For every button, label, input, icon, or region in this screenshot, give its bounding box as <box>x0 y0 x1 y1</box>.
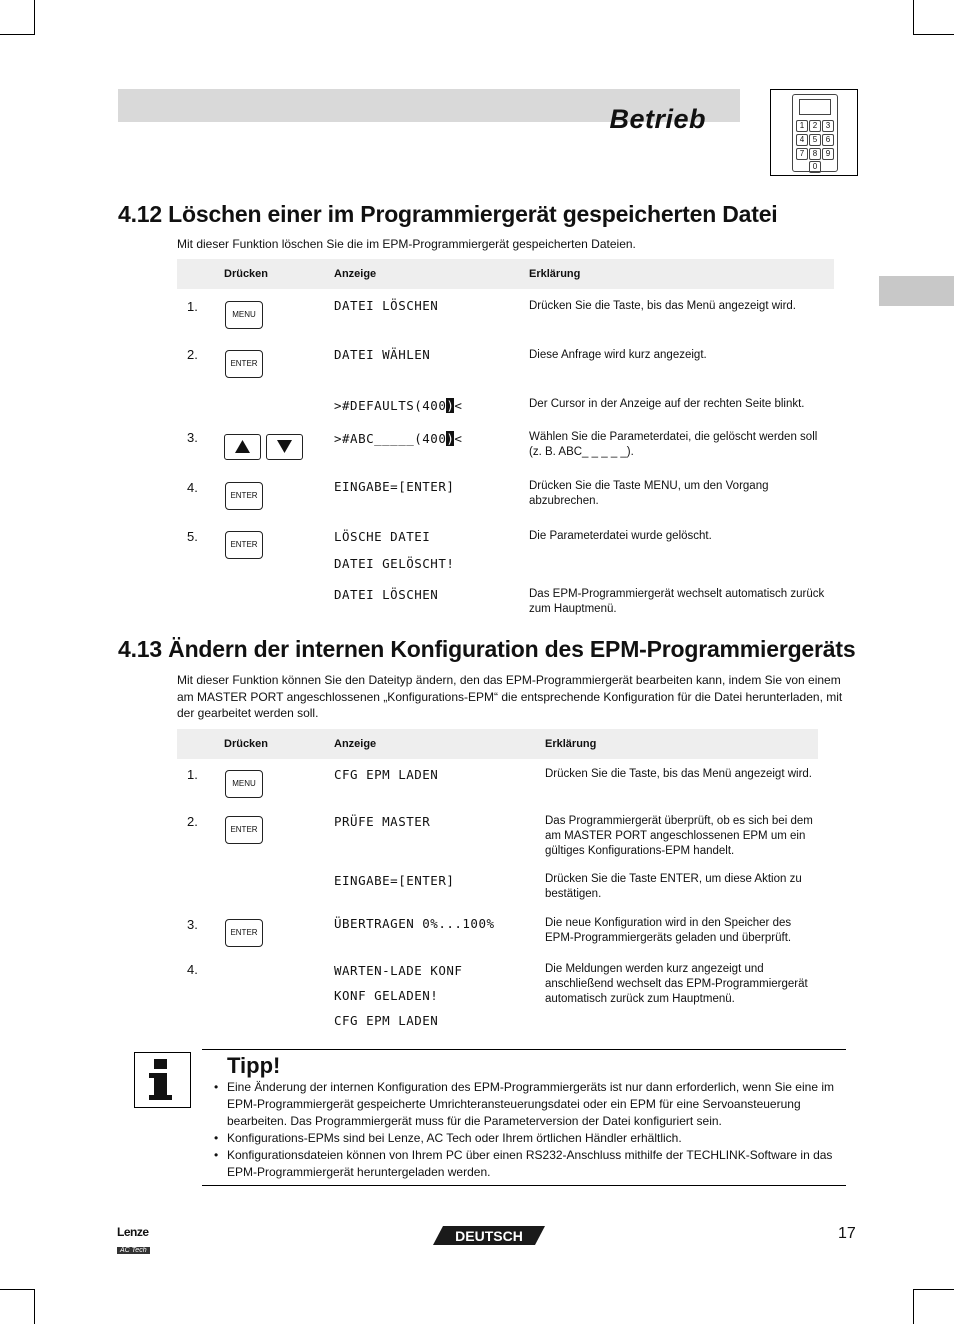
display-text: CFG EPM LADEN <box>334 767 439 782</box>
explanation-text: Drücken Sie die Taste MENU, um den Vorgang abzubrechen. <box>529 480 769 507</box>
section-heading-4-12: 4.12 Löschen einer im Programmiergerät gespeicherten Datei <box>118 201 778 227</box>
column-header-press: Drücken <box>224 268 269 280</box>
display-text: EINGABE=[ENTER] <box>334 479 455 494</box>
explanation-text: Die Parameterdatei wurde gelöscht. <box>529 530 712 542</box>
crop-mark <box>913 1289 914 1324</box>
tip-list <box>214 1079 844 1181</box>
language-label: DEUTSCH <box>455 1228 523 1244</box>
column-header-press: Drücken <box>224 738 269 750</box>
blinking-cursor: ) <box>446 398 455 413</box>
crop-mark <box>34 0 35 35</box>
keypad-key: 3 <box>822 120 834 132</box>
info-icon <box>134 1052 191 1108</box>
step-number: 5. <box>187 529 198 544</box>
explanation-text: Der Cursor in der Anzeige auf der rechten Seite blinkt. <box>529 398 805 410</box>
arrow-down-icon <box>276 439 293 454</box>
step-number: 2. <box>187 814 198 829</box>
keypad-key: 4 <box>796 134 808 146</box>
display-text: WARTEN-LADE KONF <box>334 963 463 978</box>
enter-key-button: ENTER <box>225 482 263 510</box>
keypad-screen <box>799 99 831 115</box>
crop-mark <box>913 0 914 35</box>
keypad-key: 7 <box>796 148 808 160</box>
section-intro: Mit dieser Funktion können Sie den Dateityp ändern, den das EPM-Programmiergerät bearbeiten kann, indem Sie von einem am MASTER PORT angeschlossenen „Konfigurations-EPM“ die entsprechende Konfiguration für die Datei herunterladen, mit der gearbeitet werden soll. <box>177 673 843 720</box>
column-header-display: Anzeige <box>334 268 377 280</box>
enter-key-button: ENTER <box>225 350 263 378</box>
explanation-text: Drücken Sie die Taste ENTER, um diese Aktion zu bestätigen. <box>545 873 802 900</box>
display-text: DATEI LÖSCHEN <box>334 587 439 602</box>
display-text: PRÜFE MASTER <box>334 814 431 829</box>
arrow-up-icon <box>234 439 251 454</box>
section-heading-4-13: 4.13 Ändern der internen Konfiguration des EPM-Programmiergeräts <box>118 636 856 662</box>
tip-text: Eine Änderung der internen Konfiguration des EPM-Programmiergeräts ist nur dann erforderlich, wenn Sie eine im EPM-Programmiergerät gespeicherte Umrichteransteuerungsdatei oder ein EPM für eine Servoansteuerung bearbeiten. Das Programmiergerät muss für die Parameterversion der Datei konfiguriert sein. <box>227 1080 834 1128</box>
keypad-key: 1 <box>796 120 808 132</box>
step-number: 1. <box>187 767 198 782</box>
display-text-post: < <box>454 431 463 446</box>
display-text-pre: >#DEFAULTS(400 <box>334 398 447 413</box>
display-text: CFG EPM LADEN <box>334 1013 439 1028</box>
keypad-key: 5 <box>809 134 821 146</box>
tip-text: Konfigurationsdateien können von Ihrem PC über einen RS232-Anschluss mithilfe der TECHLINK-Software in das EPM-Programmiergerät heruntergeladen werden. <box>227 1148 833 1179</box>
display-text: DATEI WÄHLEN <box>334 347 431 362</box>
keypad-key: 2 <box>809 120 821 132</box>
page-title: Betrieb <box>609 104 706 134</box>
crop-mark <box>34 1289 35 1324</box>
display-text <box>334 398 462 413</box>
crop-mark <box>913 1289 954 1290</box>
display-text: ÜBERTRAGEN 0%...100% <box>334 916 495 931</box>
column-header-explanation: Erklärung <box>545 738 597 750</box>
column-header-display: Anzeige <box>334 738 377 750</box>
explanation-text: Das Programmiergerät überprüft, ob es sich bei dem am MASTER PORT angeschlossenen EPM um ein gültiges Konfigurations-EPM handelt. <box>545 815 813 857</box>
explanation-text: Das EPM-Programmiergerät wechselt automatisch zurück zum Hauptmenü. <box>529 588 825 615</box>
display-text: EINGABE=[ENTER] <box>334 873 455 888</box>
lenze-logo <box>117 1225 150 1257</box>
step-number: 2. <box>187 347 198 362</box>
keypad-key: 0 <box>809 161 821 173</box>
display-text: DATEI LÖSCHEN <box>334 298 439 313</box>
side-tab <box>879 276 954 306</box>
keypad-key: 6 <box>822 134 834 146</box>
table-header <box>177 259 834 289</box>
display-text <box>334 431 462 446</box>
menu-key-button: MENU <box>225 770 263 798</box>
tip-title: Tipp! <box>227 1053 281 1078</box>
explanation-text: Wählen Sie die Parameterdatei, die gelöscht werden soll (z. B. ABC_ _ _ _ _). <box>529 431 818 458</box>
crop-mark <box>0 34 35 35</box>
keypad-device <box>792 94 838 172</box>
step-number: 3. <box>187 430 198 445</box>
keypad-key: 8 <box>809 148 821 160</box>
display-text: DATEI GELÖSCHT! <box>334 556 455 571</box>
page-number: 17 <box>838 1225 856 1242</box>
menu-key-button: MENU <box>225 301 263 329</box>
step-number: 3. <box>187 917 198 932</box>
section-intro: Mit dieser Funktion löschen Sie die im EPM-Programmiergerät gespeicherten Dateien. <box>177 237 636 251</box>
blinking-cursor: ) <box>446 431 455 446</box>
step-number: 4. <box>187 962 198 977</box>
logo-subtext: AC Tech <box>117 1247 150 1254</box>
enter-key-button: ENTER <box>225 531 263 559</box>
list-item: • Konfigurationsdateien können von Ihrem PC über einen RS232-Anschluss mithilfe der TECHLINK-Software in das EPM-Programmiergerät heruntergeladen werden. <box>214 1148 833 1179</box>
tip-top-rule <box>202 1049 846 1050</box>
language-badge <box>433 1226 545 1245</box>
explanation-text: Diese Anfrage wird kurz angezeigt. <box>529 349 707 361</box>
enter-key-button: ENTER <box>225 919 263 947</box>
crop-mark <box>913 34 954 35</box>
display-text: LÖSCHE DATEI <box>334 529 431 544</box>
explanation-text: Die neue Konfiguration wird in den Speicher des EPM-Programmiergeräts geladen und überprüft. <box>545 917 792 944</box>
step-number: 4. <box>187 480 198 495</box>
list-item: • Konfigurations-EPMs sind bei Lenze, AC Tech oder Ihrem örtlichen Händler erhältlich. <box>214 1131 682 1145</box>
tip-bottom-rule <box>202 1185 846 1186</box>
up-key-button <box>224 434 261 460</box>
enter-key-button: ENTER <box>225 816 263 844</box>
column-header-explanation: Erklärung <box>529 268 581 280</box>
logo-text: Lenze <box>117 1225 149 1239</box>
tip-text: Konfigurations-EPMs sind bei Lenze, AC Tech oder Ihrem örtlichen Händler erhältlich. <box>227 1131 682 1145</box>
down-key-button <box>266 434 303 460</box>
keypad-icon <box>770 89 858 176</box>
table-header <box>177 729 818 759</box>
keypad-key: 9 <box>822 148 834 160</box>
step-number: 1. <box>187 299 198 314</box>
display-text-pre: >#ABC_____(400 <box>334 431 447 446</box>
display-text-post: < <box>454 398 463 413</box>
display-text: KONF GELADEN! <box>334 988 439 1003</box>
list-item: • Eine Änderung der internen Konfiguration des EPM-Programmiergeräts ist nur dann erforderlich, wenn Sie eine im EPM-Programmiergerät gespeicherte Umrichteransteuerungsdatei oder ein EPM für eine Servoansteuerung bearbeiten. Das Programmiergerät muss für die Parameterversion der Datei konfiguriert sein. <box>214 1080 834 1128</box>
explanation-text: Drücken Sie die Taste, bis das Menü angezeigt wird. <box>545 768 812 780</box>
explanation-text: Drücken Sie die Taste, bis das Menü angezeigt wird. <box>529 300 796 312</box>
crop-mark <box>0 1289 35 1290</box>
explanation-text: Die Meldungen werden kurz angezeigt und anschließend wechselt das EPM-Programmiergerät automatisch zurück zum Hauptmenü. <box>545 963 808 1005</box>
